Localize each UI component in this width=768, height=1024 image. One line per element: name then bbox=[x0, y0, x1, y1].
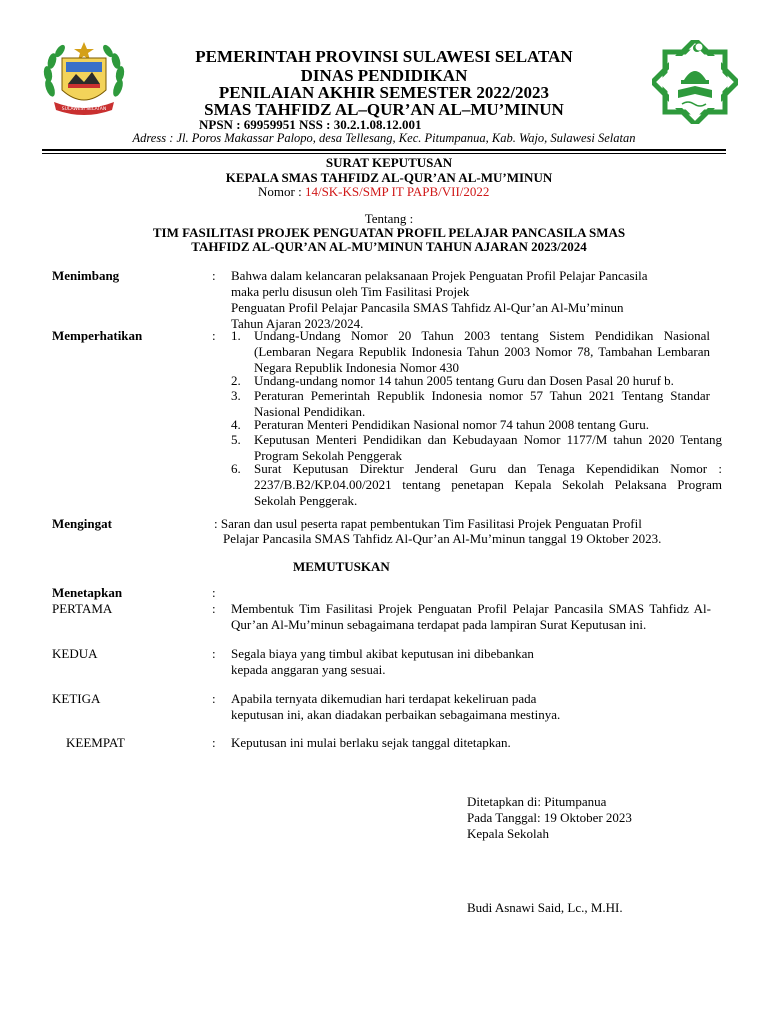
ketiga-line-1: Apabila ternyata dikemudian hari terdapat kekeliruan pada bbox=[231, 691, 537, 706]
list-number: 1. bbox=[231, 328, 241, 343]
kedua-text bbox=[231, 646, 711, 678]
memutuskan-heading: MEMUTUSKAN bbox=[293, 559, 390, 574]
menimbang-label: Menimbang bbox=[52, 268, 120, 283]
subject-line-1: TIM FASILITASI PROJEK PENGUATAN PROFIL PELAJAR PANCASILA SMAS bbox=[152, 225, 626, 240]
header-exam: PENILAIAN AKHIR SEMESTER 2022/2023 bbox=[218, 83, 550, 102]
header-rule-thick bbox=[42, 149, 726, 151]
pertama-text: Membentuk Tim Fasilitasi Projek Penguatan Profil Pelajar Pancasila SMAS Tahfidz Al-Qur’an Al-Mu’minun sebagaimana terdapat pada lampiran Surat Keputusan ini. bbox=[231, 601, 711, 632]
doc-number-label: Nomor : bbox=[258, 184, 302, 199]
header-address: Adress : Jl. Poros Makassar Palopo, desa Tellesang, Kec. Pitumpanua, Kab. Wajo, Sulawesi Selatan bbox=[132, 131, 636, 145]
memperhatikan-item: Peraturan Pemerintah Republik Indonesia nomor 57 Tahun 2021 Tentang Standar Nasional Pendidikan. bbox=[254, 388, 710, 419]
mengingat-text-2: Pelajar Pancasila SMAS Tahfidz Al-Qur’an Al-Mu’minun tanggal 19 Oktober 2023. bbox=[223, 531, 662, 546]
menimbang-text bbox=[231, 268, 726, 332]
menimbang-line: maka perlu disusun oleh Tim Fasilitasi Projek bbox=[231, 284, 470, 299]
kedua-line-2: kepada anggaran yang sesuai. bbox=[231, 662, 386, 677]
ketiga-text bbox=[231, 691, 711, 723]
menimbang-line: Bahwa dalam kelancaran pelaksanaan Projek Penguatan Profil Pelajar Pancasila bbox=[231, 268, 648, 283]
menimbang-line: Penguatan Profil Pelajar Pancasila SMAS Tahfidz Al-Qur’an Al-Mu’minun bbox=[231, 300, 624, 315]
tentang-label: Tentang : bbox=[364, 211, 414, 226]
kedua-label: KEDUA bbox=[52, 646, 98, 661]
mengingat-text-1: : Saran dan usul peserta rapat pembentukan Tim Fasilitasi Projek Penguatan Profil bbox=[214, 516, 642, 531]
memperhatikan-label: Memperhatikan bbox=[52, 328, 143, 343]
header-department: DINAS PENDIDIKAN bbox=[300, 66, 468, 85]
memperhatikan-colon: : bbox=[212, 328, 216, 343]
keempat-colon: : bbox=[212, 735, 216, 750]
memperhatikan-item: Undang-undang nomor 14 tahun 2005 tentang Guru dan Dosen Pasal 20 huruf b. bbox=[254, 373, 674, 388]
signature-date: Pada Tanggal: 19 Oktober 2023 bbox=[467, 810, 632, 825]
header-school-name: SMAS TAHFIDZ AL–QUR’AN AL–MU’MINUN bbox=[204, 100, 564, 119]
kedua-colon: : bbox=[212, 646, 216, 661]
list-number: 5. bbox=[231, 432, 241, 447]
signature-place: Ditetapkan di: Pitumpanua bbox=[467, 794, 607, 809]
menetapkan-label: Menetapkan bbox=[52, 585, 123, 600]
menimbang-line: Tahun Ajaran 2023/2024. bbox=[231, 316, 364, 331]
header-government: PEMERINTAH PROVINSI SULAWESI SELATAN bbox=[195, 47, 573, 66]
keempat-label: KEEMPAT bbox=[66, 735, 125, 750]
ketiga-label: KETIGA bbox=[52, 691, 101, 706]
memperhatikan-item: Keputusan Menteri Pendidikan dan Kebudayaan Nomor 1177/M tahun 2020 Tentang Program Sekolah Penggerak bbox=[254, 432, 722, 463]
pertama-label: PERTAMA bbox=[52, 601, 113, 616]
mengingat-label: Mengingat bbox=[52, 516, 112, 531]
signature-block bbox=[467, 794, 632, 842]
ketiga-colon: : bbox=[212, 691, 216, 706]
doc-number bbox=[258, 184, 489, 200]
ketiga-line-2: keputusan ini, akan diadakan perbaikan sebagaimana mestinya. bbox=[231, 707, 561, 722]
signature-role: Kepala Sekolah bbox=[467, 826, 549, 841]
doc-issuer: KEPALA SMAS TAHFIDZ AL-QUR’AN AL-MU’MINUN bbox=[225, 170, 553, 185]
list-number: 3. bbox=[231, 388, 241, 403]
menimbang-colon: : bbox=[212, 268, 216, 283]
header-npsn: NPSN : 69959951 NSS : 30.2.1.08.12.001 bbox=[199, 117, 422, 132]
menetapkan-colon: : bbox=[212, 585, 216, 600]
list-number: 2. bbox=[231, 373, 241, 388]
memperhatikan-item: Surat Keputusan Direktur Jenderal Guru dan Tenaga Kependidikan Nomor : 2237/B.B2/KP.04.00/2021 tentang penetapan Kepala Sekolah Pelaksana Program Sekolah Penggerak. bbox=[254, 461, 722, 508]
pertama-colon: : bbox=[212, 601, 216, 616]
keempat-text: Keputusan ini mulai berlaku sejak tanggal ditetapkan. bbox=[231, 735, 511, 750]
emblem-ribbon-text: SULAWESI SELATAN bbox=[61, 107, 107, 112]
header-rule-thin bbox=[42, 153, 726, 154]
memperhatikan-item: Undang-Undang Nomor 20 Tahun 2003 tentang Sistem Pendidikan Nasional (Lembaran Negara Republik Indonesia Tahun 2003 Nomor 78, Tambahan Lembaran Negara Republik Indonesia Nomor 430 bbox=[254, 328, 710, 375]
doc-number-value: 14/SK-KS/SMP IT PAPB/VII/2022 bbox=[304, 184, 490, 199]
subject-line-2: TAHFIDZ AL-QUR’AN AL-MU’MINUN TAHUN AJARAN 2023/2024 bbox=[191, 239, 587, 254]
kedua-line-1: Segala biaya yang timbul akibat keputusan ini dibebankan bbox=[231, 646, 534, 661]
list-number: 4. bbox=[231, 417, 241, 432]
signature-name: Budi Asnawi Said, Lc., M.HI. bbox=[467, 900, 623, 915]
doc-type: SURAT KEPUTUSAN bbox=[325, 155, 453, 170]
list-number: 6. bbox=[231, 461, 241, 476]
memperhatikan-item: Peraturan Menteri Pendidikan Nasional nomor 74 tahun 2008 tentang Guru. bbox=[254, 417, 649, 432]
